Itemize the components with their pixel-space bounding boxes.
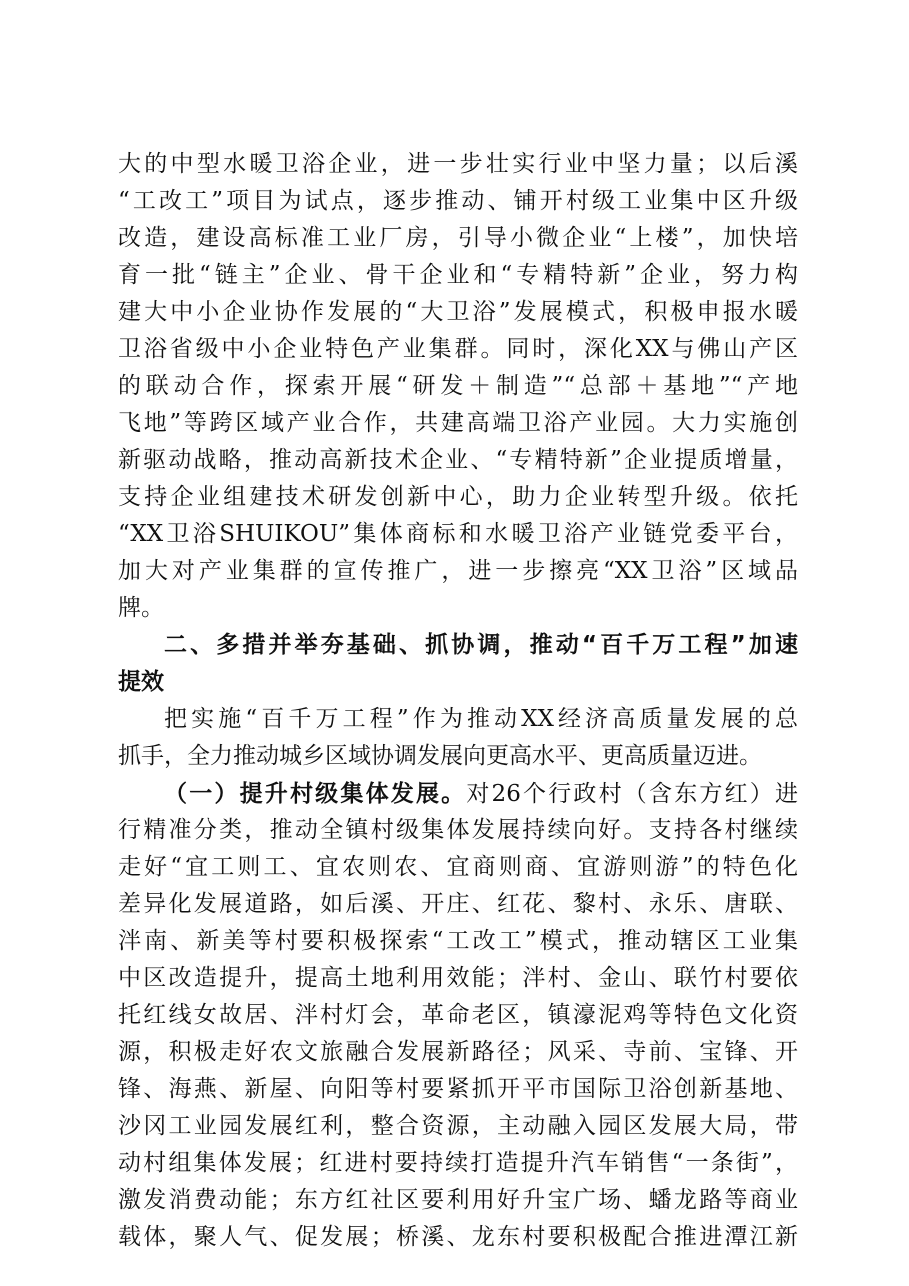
- text-line: 大的中型水暖卫浴企业，进一步壮实行业中坚力量；以后溪: [118, 151, 798, 177]
- text-line: 支持企业组建技术研发创新中心，助力企业转型升级。依托: [118, 484, 798, 510]
- text-line: 托红线女故居、泮村灯会，革命老区，镇濠泥鸡等特色文化资: [118, 1002, 798, 1028]
- text-line: 卫浴省级中小企业特色产业集群。同时，深化XX与佛山产区: [118, 336, 798, 362]
- text-run: 对26个行政村（含东方红）进: [466, 781, 798, 807]
- subsection-lead: （一）提升村级集体发展。: [164, 780, 467, 807]
- text-line: 新驱动战略，推动高新技术企业、“专精特新”企业提质增量，: [118, 447, 798, 473]
- text-line: 源，积极走好农文旅融合发展新路径；风采、寺前、宝锋、开: [118, 1039, 798, 1065]
- text-line: 动村组集体发展；红进村要持续打造提升汽车销售“一条街”，: [118, 1150, 798, 1176]
- text-line: 加大对产业集群的宣传推广，进一步擦亮“XX卫浴”区域品: [118, 558, 798, 584]
- document-body: [118, 146, 798, 1256]
- text-line: 行精准分类，推动全镇村级集体发展持续向好。支持各村继续: [118, 817, 798, 843]
- text-line: 飞地”等跨区域产业合作，共建高端卫浴产业园。大力实施创: [118, 410, 798, 436]
- text-line: 载体，聚人气、促发展；桥溪、龙东村要积极配合推进潭江新: [118, 1224, 798, 1250]
- heading-line: 二、多措并举夯基础、抓协调，推动“百千万工程”加速: [164, 632, 798, 658]
- paragraph-village-collective: [118, 775, 798, 1256]
- text-line: 中区改造提升，提高土地利用效能；泮村、金山、联竹村要依: [118, 965, 798, 991]
- text-line: 泮南、新美等村要积极探索“工改工”模式，推动辖区工业集: [118, 928, 798, 954]
- text-line: 走好“宜工则工、宜农则农、宜商则商、宜游则游”的特色化: [118, 854, 798, 880]
- text-line: 锋、海燕、新屋、向阳等村要紧抓开平市国际卫浴创新基地、: [118, 1076, 798, 1102]
- text-line: 抓手，全力推动城乡区域协调发展向更高水平、更高质量迈进。: [118, 743, 762, 769]
- text-line: “XX卫浴SHUIKOU”集体商标和水暖卫浴产业链党委平台，: [118, 521, 798, 547]
- text-line: “工改工”项目为试点，逐步推动、铺开村级工业集中区升级: [118, 188, 798, 214]
- paragraph-industry-cluster: [118, 146, 798, 627]
- text-line: 育一批“链主”企业、骨干企业和“专精特新”企业，努力构: [118, 262, 798, 288]
- text-line: 沙冈工业园发展红利，整合资源，主动融入园区发展大局，带: [118, 1113, 798, 1139]
- text-line: 改造，建设高标准工业厂房，引导小微企业“上楼”，加快培: [118, 225, 798, 251]
- text-line: 激发消费动能；东方红社区要利用好升宝广场、蟠龙路等商业: [118, 1187, 798, 1213]
- heading-line: 提效: [118, 669, 164, 695]
- section-heading: [118, 627, 798, 701]
- text-line: 的联动合作，探索开展“研发＋制造”“总部＋基地”“产地: [118, 373, 798, 399]
- paragraph-intro: [118, 701, 798, 775]
- text-line: 建大中小企业协作发展的“大卫浴”发展模式，积极申报水暖: [118, 299, 798, 325]
- text-line: 把实施“百千万工程”作为推动XX经济高质量发展的总: [164, 706, 798, 732]
- text-line: 牌。: [118, 595, 164, 621]
- text-line: [118, 775, 798, 812]
- text-line: 差异化发展道路，如后溪、开庄、红花、黎村、永乐、唐联、: [118, 891, 798, 917]
